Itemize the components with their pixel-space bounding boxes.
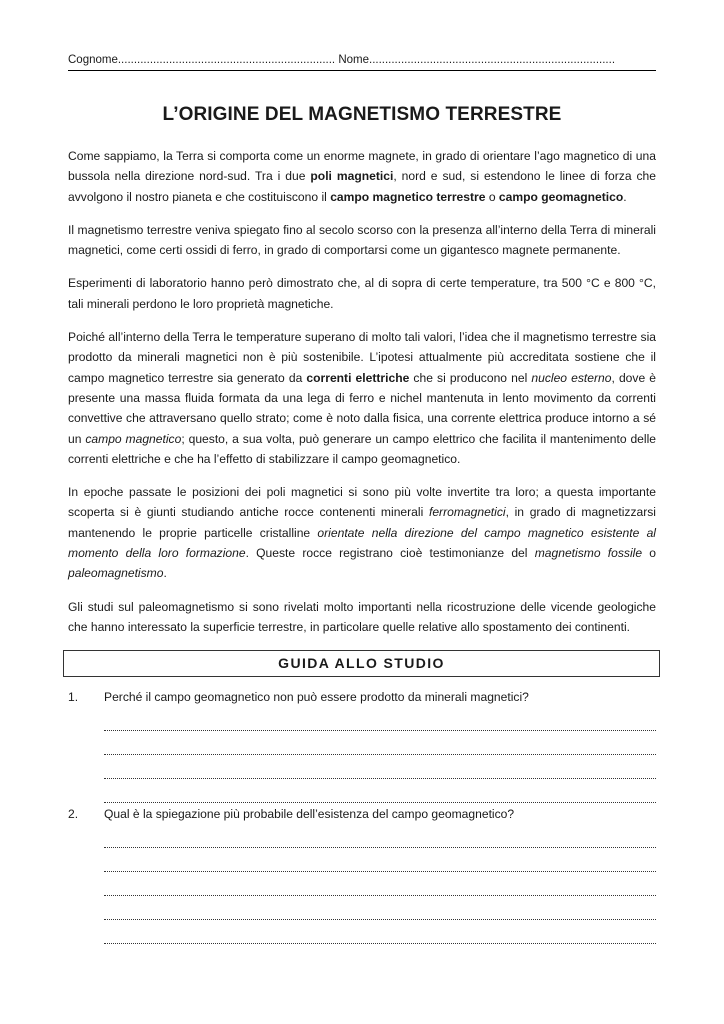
text-run: Poiché all’interno della Terra le temperature superano di molto tali valori, l’idea che il magnetismo terrestre sia prodotto da minerali magnetici non è più sostenibile. L’ipotesi attualmente più accreditata sostiene che il campo magnetico terrestre sia generato da xyxy=(68,330,656,385)
text-run: . xyxy=(623,189,627,204)
answer-line[interactable] xyxy=(104,734,656,758)
text-run: , dove è presente una massa fluida formata da una lega di ferro e nichel mantenuta in lento movimento da correnti convettive che attraversano quello strato; come è noto dalla fisica, una corrente elettrica produce intorno a sé un xyxy=(68,370,657,446)
dotted-rule xyxy=(104,943,656,944)
dotted-rule xyxy=(104,847,656,848)
dotted-rule xyxy=(104,754,656,755)
answer-line[interactable] xyxy=(104,923,656,947)
paragraph xyxy=(68,327,656,469)
question-header xyxy=(68,807,656,827)
text-run: In epoche passate le posizioni dei poli magnetici si sono più volte invertite tra loro; a questa importante scoperta si è giunti studiando antiche rocce contenenti minerali xyxy=(68,485,656,520)
text-run: , nord e sud, si estendono le linee di forza che avvolgono il nostro pianeta e che costituiscono il xyxy=(68,169,656,204)
dotted-rule xyxy=(104,730,656,731)
dotted-rule xyxy=(104,919,656,920)
text-run: Come sappiamo, la Terra si comporta come un enorme magnete, in grado di orientare l’ago magnetico di una bussola nella direzione nord-sud. Tra i due xyxy=(68,149,656,184)
bold-term: correnti elettriche xyxy=(306,370,410,385)
bold-term: campo magnetico terrestre xyxy=(330,189,486,204)
dotted-rule xyxy=(104,778,656,779)
dotted-rule xyxy=(104,895,656,896)
text-run: . xyxy=(163,566,167,581)
bold-term: campo geomagnetico xyxy=(498,189,624,204)
student-name-line: Cognome.................................................................... Nome............................................................................. xyxy=(68,52,656,71)
answer-area[interactable] xyxy=(68,827,656,947)
answer-line[interactable] xyxy=(104,851,656,875)
study-guide-heading: GUIDA ALLO STUDIO xyxy=(63,650,660,677)
text-run: Esperimenti di laboratorio hanno però dimostrato che, al di sopra di certe temperature, tra 500 °C e 800 °C, tali minerali perdono le loro proprietà magnetiche. xyxy=(68,276,656,311)
answer-line[interactable] xyxy=(104,827,656,851)
text-run: o xyxy=(642,546,656,561)
page-title: L’ORIGINE DEL MAGNETISMO TERRESTRE xyxy=(162,104,562,125)
question-2 xyxy=(68,807,656,947)
question-header xyxy=(68,690,656,710)
answer-area[interactable] xyxy=(68,710,656,806)
paragraph xyxy=(68,273,656,314)
italic-term: nucleo esterno xyxy=(531,370,612,385)
paragraph xyxy=(68,597,656,638)
text-run: che si producono nel xyxy=(409,370,532,385)
answer-line[interactable] xyxy=(104,758,656,782)
text-run: , in grado di magnetizzarsi mantenendo le proprie particelle cristalline xyxy=(68,505,656,540)
dotted-rule xyxy=(104,802,656,803)
answer-line[interactable] xyxy=(104,899,656,923)
italic-term: magnetismo fossile xyxy=(534,546,643,561)
italic-term: orientate nella direzione del campo magnetico esistente al momento della loro formazione xyxy=(68,525,656,561)
italic-term: paleomagnetismo xyxy=(68,566,164,581)
dotted-rule xyxy=(104,871,656,872)
question-1 xyxy=(68,690,656,806)
question-text: Qual è la spiegazione più probabile dell’esistenza del campo geomagnetico? xyxy=(104,807,515,821)
paragraph xyxy=(68,220,656,261)
text-run: . Queste rocce registrano cioè testimonianze del xyxy=(245,546,535,561)
answer-line[interactable] xyxy=(104,782,656,806)
text-run: Il magnetismo terrestre veniva spiegato fino al secolo scorso con la presenza all’interno della Terra di minerali magnetici, come certi ossidi di ferro, in grado di comportarsi come un gigantesco magnete permanente. xyxy=(68,222,656,258)
text-run: ; questo, a sua volta, può generare un campo elettrico che facilita il mantenimento delle correnti elettriche e che ha l’effetto di stabilizzare il campo geomagnetico. xyxy=(68,431,656,466)
text-run: o xyxy=(485,189,499,204)
italic-term: campo magnetico xyxy=(85,431,182,446)
paragraph xyxy=(68,482,656,583)
paragraph xyxy=(68,146,656,207)
question-text: Perché il campo geomagnetico non può essere prodotto da minerali magnetici? xyxy=(104,690,529,704)
text-run: Gli studi sul paleomagnetismo si sono rivelati molto importanti nella ricostruzione delle vicende geologiche che hanno interessato la superficie terrestre, in particolare quelle relative allo spostamento dei continenti. xyxy=(68,599,656,634)
bold-term: poli magnetici xyxy=(310,169,394,184)
question-number: 2. xyxy=(68,807,79,821)
article-body xyxy=(68,146,656,650)
italic-term: ferromagnetici xyxy=(428,505,506,520)
answer-line[interactable] xyxy=(104,710,656,734)
question-number: 1. xyxy=(68,690,79,704)
answer-line[interactable] xyxy=(104,875,656,899)
